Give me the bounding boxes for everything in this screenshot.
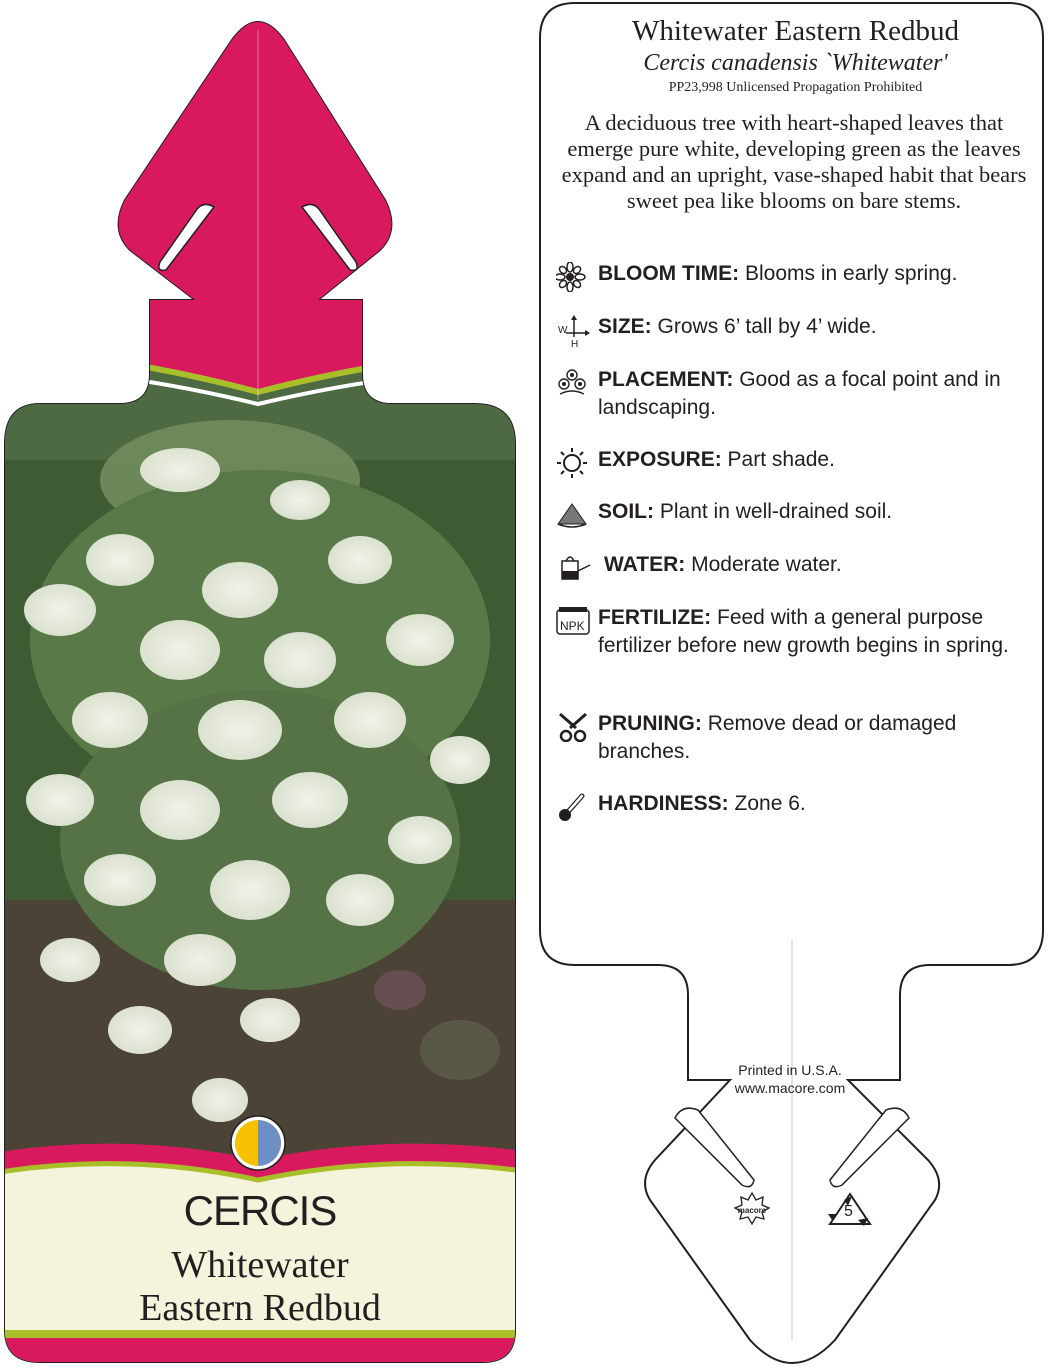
exposure-label: EXPOSURE: <box>598 448 722 471</box>
placement-text: Good as a focal point and in landscaping. <box>598 368 1001 419</box>
part-shade-icon <box>231 1116 285 1170</box>
website: www.macore.com <box>734 1080 846 1096</box>
soil-label: SOIL: <box>598 500 654 523</box>
water-text: Moderate water. <box>691 553 842 576</box>
size-label: SIZE: <box>598 315 652 338</box>
placement-flowers-icon <box>556 368 592 398</box>
placement-label: PLACEMENT: <box>598 368 734 391</box>
macore-logo-text: macore <box>737 1206 767 1215</box>
pruning-label: PRUNING: <box>598 712 702 735</box>
pruning-text: Remove dead or damaged branches. <box>598 712 957 763</box>
patent-notice: PP23,998 Unlicensed Propagation Prohibited <box>668 80 923 95</box>
hardiness-text: Zone 6. <box>734 792 806 815</box>
common-name: Eastern Redbud <box>139 1287 381 1329</box>
hardiness-label: HARDINESS: <box>598 792 729 815</box>
flower-icon <box>556 262 592 292</box>
size-icon-h: H <box>571 339 579 350</box>
exposure-text: Part shade. <box>727 448 835 471</box>
fertilize-text: Feed with a general purpose fertilizer before new growth begins in spring. <box>598 606 1009 657</box>
cultivar-name: Whitewater <box>171 1244 349 1286</box>
watering-can-icon <box>556 553 592 583</box>
bloom-label: BLOOM TIME: <box>598 262 740 285</box>
thermometer-icon <box>556 792 592 822</box>
plant-description: A deciduous tree with heart-shaped leaves that emerge pure white, developing green as the leaves expand and an upright, vase-shaped habit that bears sweet pea like blooms on bare stems. <box>561 110 1027 213</box>
pruning-shears-icon <box>556 712 592 742</box>
soil-text: Plant in well-drained soil. <box>659 500 893 523</box>
recycle-number: 5 <box>844 1203 853 1220</box>
sun-icon <box>556 448 592 478</box>
botanical-name: Cercis canadensis `Whitewater' <box>643 50 948 76</box>
printed-in: Printed in U.S.A. <box>738 1062 842 1078</box>
bloom-text: Blooms in early spring. <box>745 262 958 285</box>
back-title: Whitewater Eastern Redbud <box>632 15 959 47</box>
water-label: WATER: <box>604 553 686 576</box>
genus-label: CERCIS <box>183 1187 337 1234</box>
fertilize-label: FERTILIZE: <box>598 606 712 629</box>
soil-pile-icon <box>556 500 592 530</box>
fertilizer-bag-label: NPK <box>560 619 585 633</box>
size-icon-w: W <box>558 325 568 336</box>
size-text: Grows 6’ tall by 4’ wide. <box>657 315 877 338</box>
